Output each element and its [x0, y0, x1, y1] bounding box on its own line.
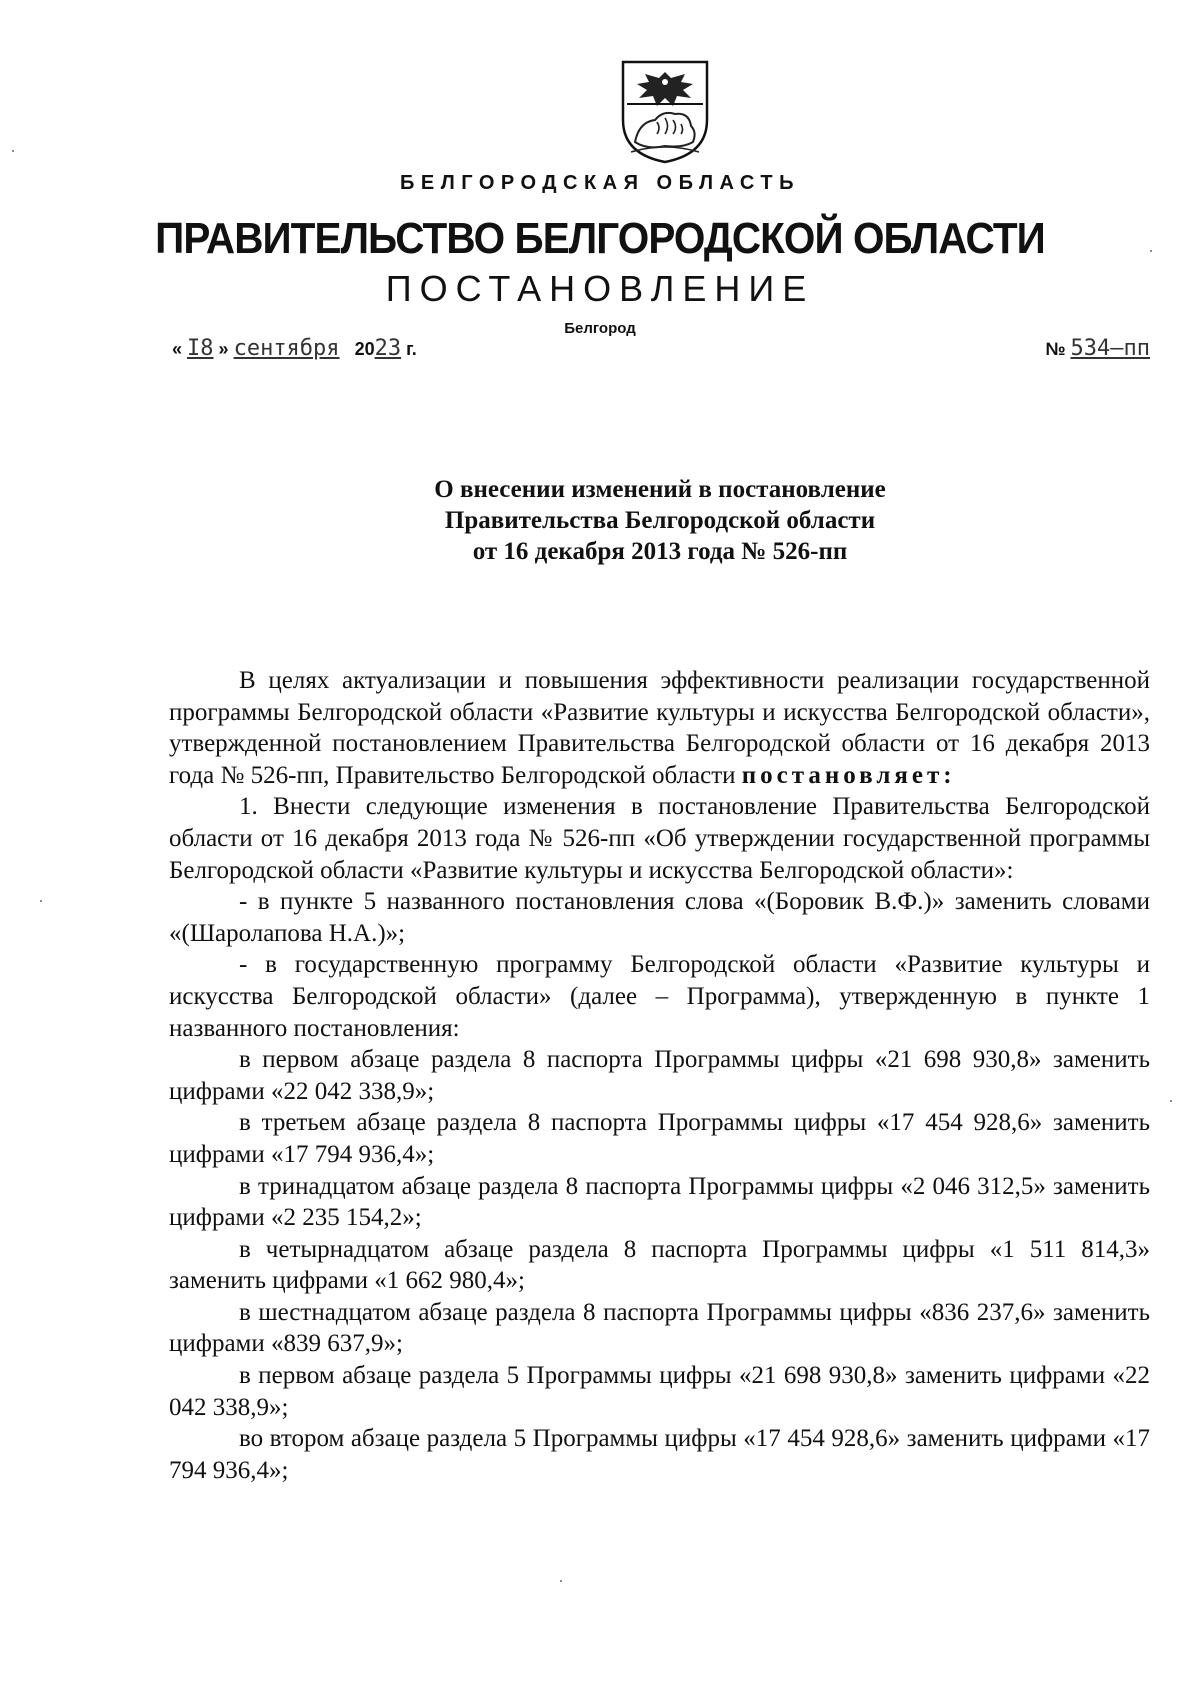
document-type: ПОСТАНОВЛЕНИЕ	[385, 268, 815, 309]
date-year-prefix: 20	[354, 339, 375, 359]
paragraph-text: В целях актуализации и повышения эффективности реализации государственной программы Белгородской области «Развитие культуры и искусства Белгородской области», утвержденной постановлением Правительства Белгородской области от 16 декабря 2013 года № 526-пп, Правительство Белгородской области	[169, 667, 1150, 789]
paragraph: в шестнадцатом абзаце раздела 8 паспорта Программы цифры «836 237,6» заменить цифрами «839 637,9»;	[169, 1298, 1150, 1358]
title-line: Правительства Белгородской области	[444, 507, 876, 534]
paragraph: в четырнадцатом абзаце раздела 8 паспорта Программы цифры «1 511 814,3» заменить цифрами «1 662 980,4»;	[169, 1235, 1150, 1295]
date-day: I8	[187, 336, 214, 361]
city-name: Белгород	[564, 320, 636, 337]
paragraph: в третьем абзаце раздела 8 паспорта Программы цифры «17 454 928,6» заменить цифрами «17 794 936,4»;	[169, 1109, 1150, 1168]
region-name: БЕЛГОРОДСКАЯ ОБЛАСТЬ	[400, 172, 800, 194]
paragraph: в тринадцатом абзаце раздела 8 паспорта Программы цифры «2 046 312,5» заменить цифрами «2 235 154,2»;	[169, 1172, 1150, 1232]
scan-speck	[1170, 1100, 1172, 1102]
title-line: от 16 декабря 2013 года № 526-пп	[472, 538, 848, 565]
scan-speck	[1150, 250, 1152, 252]
document-title	[0, 474, 1200, 567]
scan-speck	[12, 150, 14, 152]
scan-speck	[560, 1580, 562, 1582]
paragraph: в первом абзаце раздела 5 Программы цифры «21 698 930,8» заменить цифрами «22 042 338,9»;	[169, 1362, 1150, 1421]
paragraph: - в пункте 5 названного постановления слова «(Боровик В.Ф.)» заменить словами «(Шаролапова Н.А.)»;	[169, 888, 1150, 947]
government-name: ПРАВИТЕЛЬСТВО БЕЛГОРОДСКОЙ ОБЛАСТИ	[155, 214, 1045, 263]
date-month: сентября	[233, 336, 340, 361]
document-number	[1045, 336, 1150, 361]
date-year-suffix: 23	[374, 336, 402, 361]
decree-verb: постановляет:	[741, 761, 956, 789]
paragraph: 1. Внести следующие изменения в постановление Правительства Белгородской области от 16 декабря 2013 года № 526-пп «Об утверждении государственной программы Белгородской области «Развитие культуры и искусства Белгородской области»:	[169, 793, 1150, 884]
paragraph: во втором абзаце раздела 5 Программы цифры «17 454 928,6» заменить цифрами «17 794 936,4»;	[169, 1425, 1150, 1484]
coat-of-arms-emblem	[617, 58, 713, 166]
scan-speck	[40, 900, 42, 902]
paragraph: - в государственную программу Белгородской области «Развитие культуры и искусства Белгородской области» (далее – Программа), утвержденную в пункте 1 названного постановления:	[169, 951, 1150, 1042]
number-prefix: №	[1045, 339, 1066, 359]
date-open-quote: «	[172, 339, 183, 359]
document-date	[172, 336, 417, 361]
paragraph	[169, 665, 1150, 791]
date-close-quote: »	[218, 339, 229, 359]
date-year-unit: г.	[406, 339, 417, 359]
paragraph: в первом абзаце раздела 8 паспорта Программы цифры «21 698 930,8» заменить цифрами «22 042 338,9»;	[169, 1046, 1150, 1105]
number-value: 534–пп	[1070, 336, 1150, 361]
title-line: О внесении изменений в постановление	[434, 476, 886, 503]
document-body	[169, 665, 1150, 1486]
